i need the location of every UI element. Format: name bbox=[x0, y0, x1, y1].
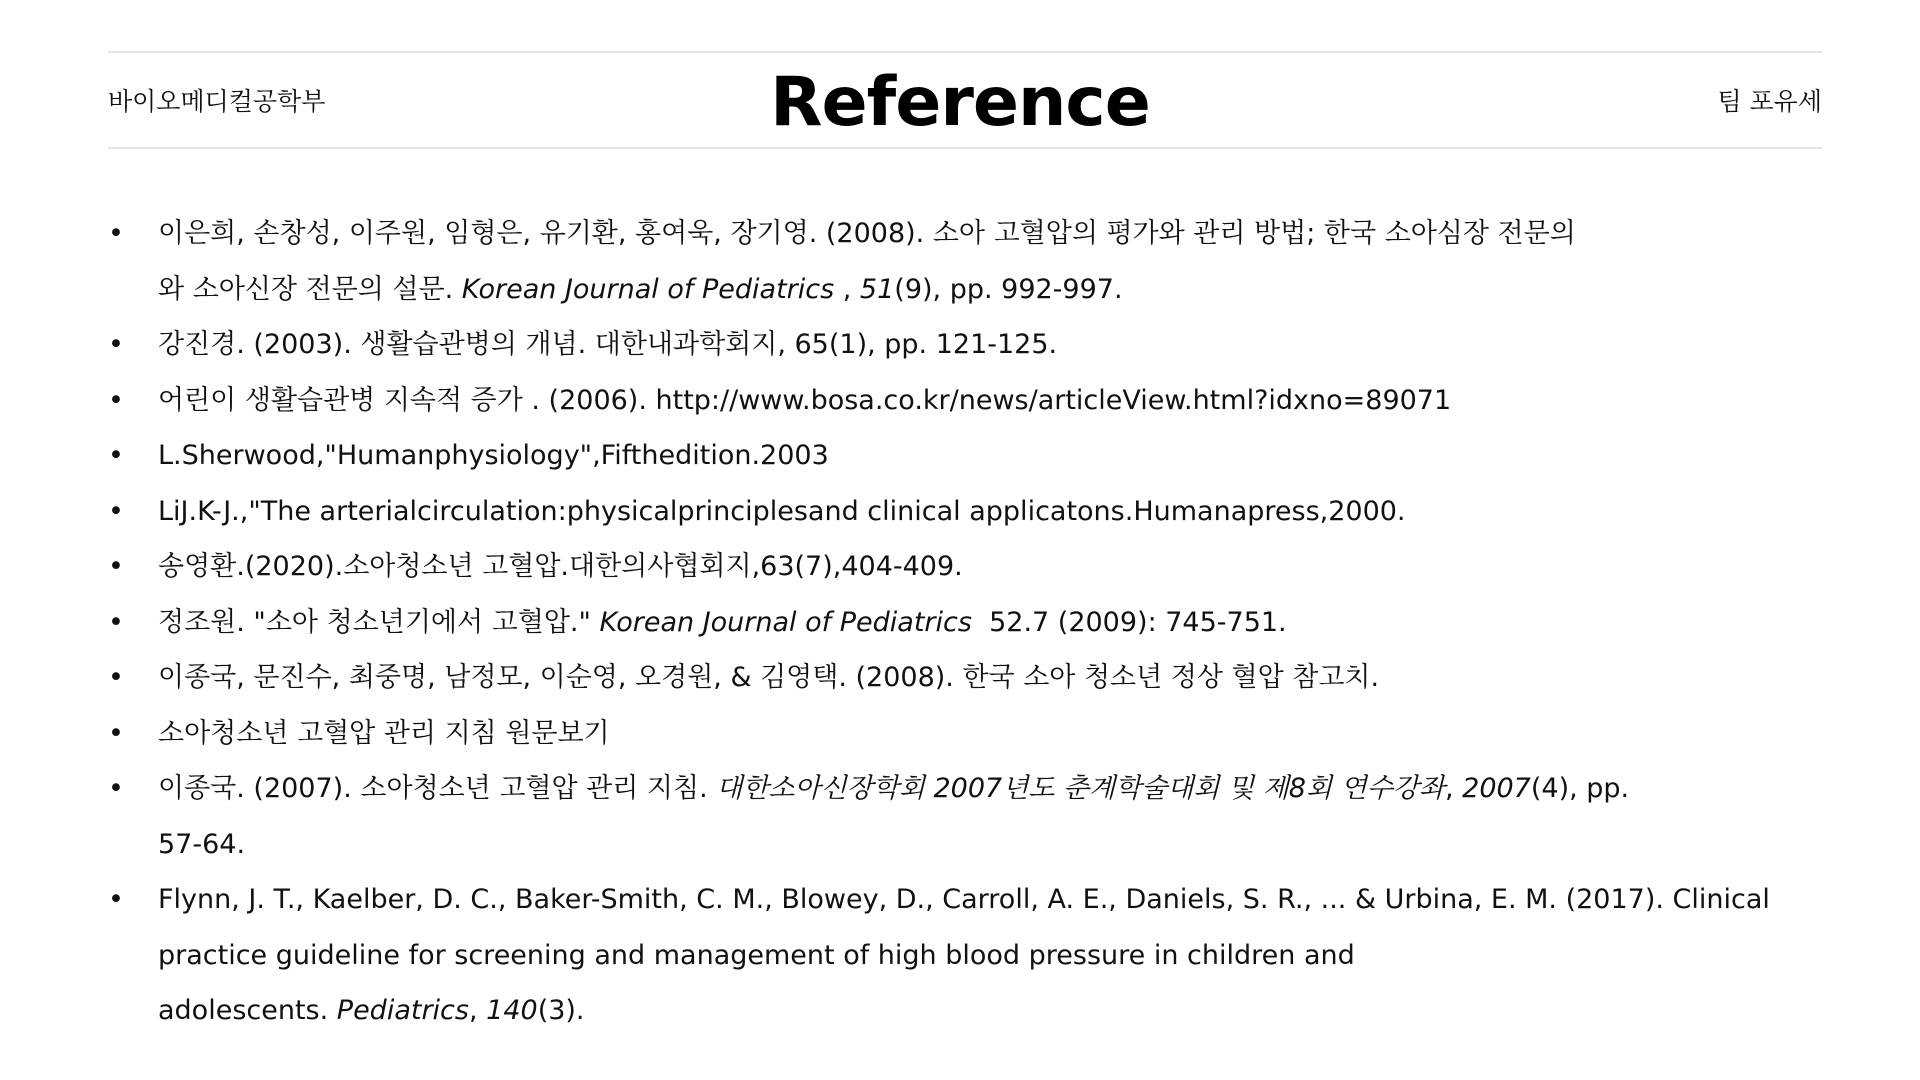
reference-item bbox=[108, 595, 1824, 651]
bullet-icon: • bbox=[108, 218, 124, 249]
reference-item bbox=[108, 317, 1824, 373]
journal-name: 대한소아신장학회 2007년도 춘계학술대회 및 제8회 연수강좌 bbox=[716, 773, 1445, 804]
page-title: Reference bbox=[770, 63, 1150, 142]
reference-item bbox=[108, 484, 1824, 540]
reference-text: L.Sherwood,"Humanphysiology",Fifthedition.2003 bbox=[158, 440, 829, 471]
reference-item bbox=[108, 206, 1824, 317]
reference-text: 어린이 생활습관병 지속적 증가 . (2006). http://www.bosa.co.kr/news/articleView.html?idxno=89071 bbox=[158, 384, 1452, 416]
reference-text: LiJ.K-J.,"The arterialcirculation:physicalprinciplesand clinical applicatons.Humanapress,2000. bbox=[158, 495, 1406, 527]
reference-text-continued: practice guideline for screening and management of high blood pressure in children and bbox=[158, 939, 1355, 971]
reference-text: 강진경. (2003). 생활습관병의 개념. 대한내과학회지, 65(1), pp. 121-125. bbox=[158, 329, 1058, 360]
reference-text-continued: adolescents. Pediatrics, 140(3). bbox=[158, 995, 585, 1026]
reference-text: 소아청소년 고혈압 관리 지침 원문보기 bbox=[158, 717, 610, 749]
reference-item bbox=[108, 428, 1824, 484]
journal-name: Pediatrics bbox=[336, 995, 469, 1026]
reference-text-continued: 57-64. bbox=[158, 828, 246, 860]
bullet-icon: • bbox=[108, 773, 124, 804]
reference-item bbox=[108, 539, 1824, 595]
reference-item bbox=[108, 706, 1824, 762]
bullet-icon: • bbox=[108, 551, 124, 582]
reference-text: 송영환.(2020).소아청소년 고혈압.대한의사협회지,63(7),404-409. bbox=[158, 551, 963, 582]
reference-text: 이종국. (2007). 소아청소년 고혈압 관리 지침. 대한소아신장학회 2007년도 춘계학술대회 및 제8회 연수강좌, 2007(4), pp. bbox=[158, 773, 1630, 804]
volume-number: 140 bbox=[486, 995, 538, 1026]
department-label: 바이오메디컬공학부 bbox=[108, 87, 326, 116]
bullet-icon: • bbox=[108, 606, 124, 638]
bullet-icon: • bbox=[108, 384, 124, 416]
bullet-icon: • bbox=[108, 662, 124, 693]
volume-number: 2007 bbox=[1462, 773, 1531, 804]
reference-item bbox=[108, 650, 1824, 706]
bullet-icon: • bbox=[108, 495, 124, 527]
reference-item bbox=[108, 872, 1824, 1039]
reference-item bbox=[108, 761, 1824, 872]
team-label: 팀 포유세 bbox=[1717, 87, 1822, 116]
reference-text: 이은희, 손창성, 이주원, 임형은, 유기환, 홍여욱, 장기영. (2008). 소아 고혈압의 평가와 관리 방법; 한국 소아심장 전문의 bbox=[158, 218, 1576, 249]
reference-text-continued: 와 소아신장 전문의 설문. Korean Journal of Pediatrics , 51(9), pp. 992-997. bbox=[158, 273, 1123, 305]
journal-name: Korean Journal of Pediatrics bbox=[461, 273, 835, 305]
reference-item bbox=[108, 373, 1824, 429]
reference-text: 정조원. "소아 청소년기에서 고혈압." Korean Journal of Pediatrics 52.7 (2009): 745-751. bbox=[158, 606, 1287, 638]
reference-list bbox=[108, 206, 1824, 1039]
reference-text: 이종국, 문진수, 최중명, 남정모, 이순영, 오경원, & 김영택. (2008). 한국 소아 청소년 정상 혈압 참고치. bbox=[158, 662, 1380, 693]
header-top-rule bbox=[108, 51, 1822, 53]
bullet-icon: • bbox=[108, 329, 124, 360]
header-bottom-rule bbox=[108, 147, 1822, 149]
reference-text: Flynn, J. T., Kaelber, D. C., Baker-Smith, C. M., Blowey, D., Carroll, A. E., Daniels, S. R., ... & Urbina, E. M. (2017). Clinical bbox=[158, 884, 1770, 915]
bullet-icon: • bbox=[108, 440, 124, 471]
bullet-icon: • bbox=[108, 717, 124, 749]
bullet-icon: • bbox=[108, 884, 124, 915]
journal-name: Korean Journal of Pediatrics bbox=[599, 606, 972, 638]
volume-number: 51 bbox=[859, 273, 895, 305]
